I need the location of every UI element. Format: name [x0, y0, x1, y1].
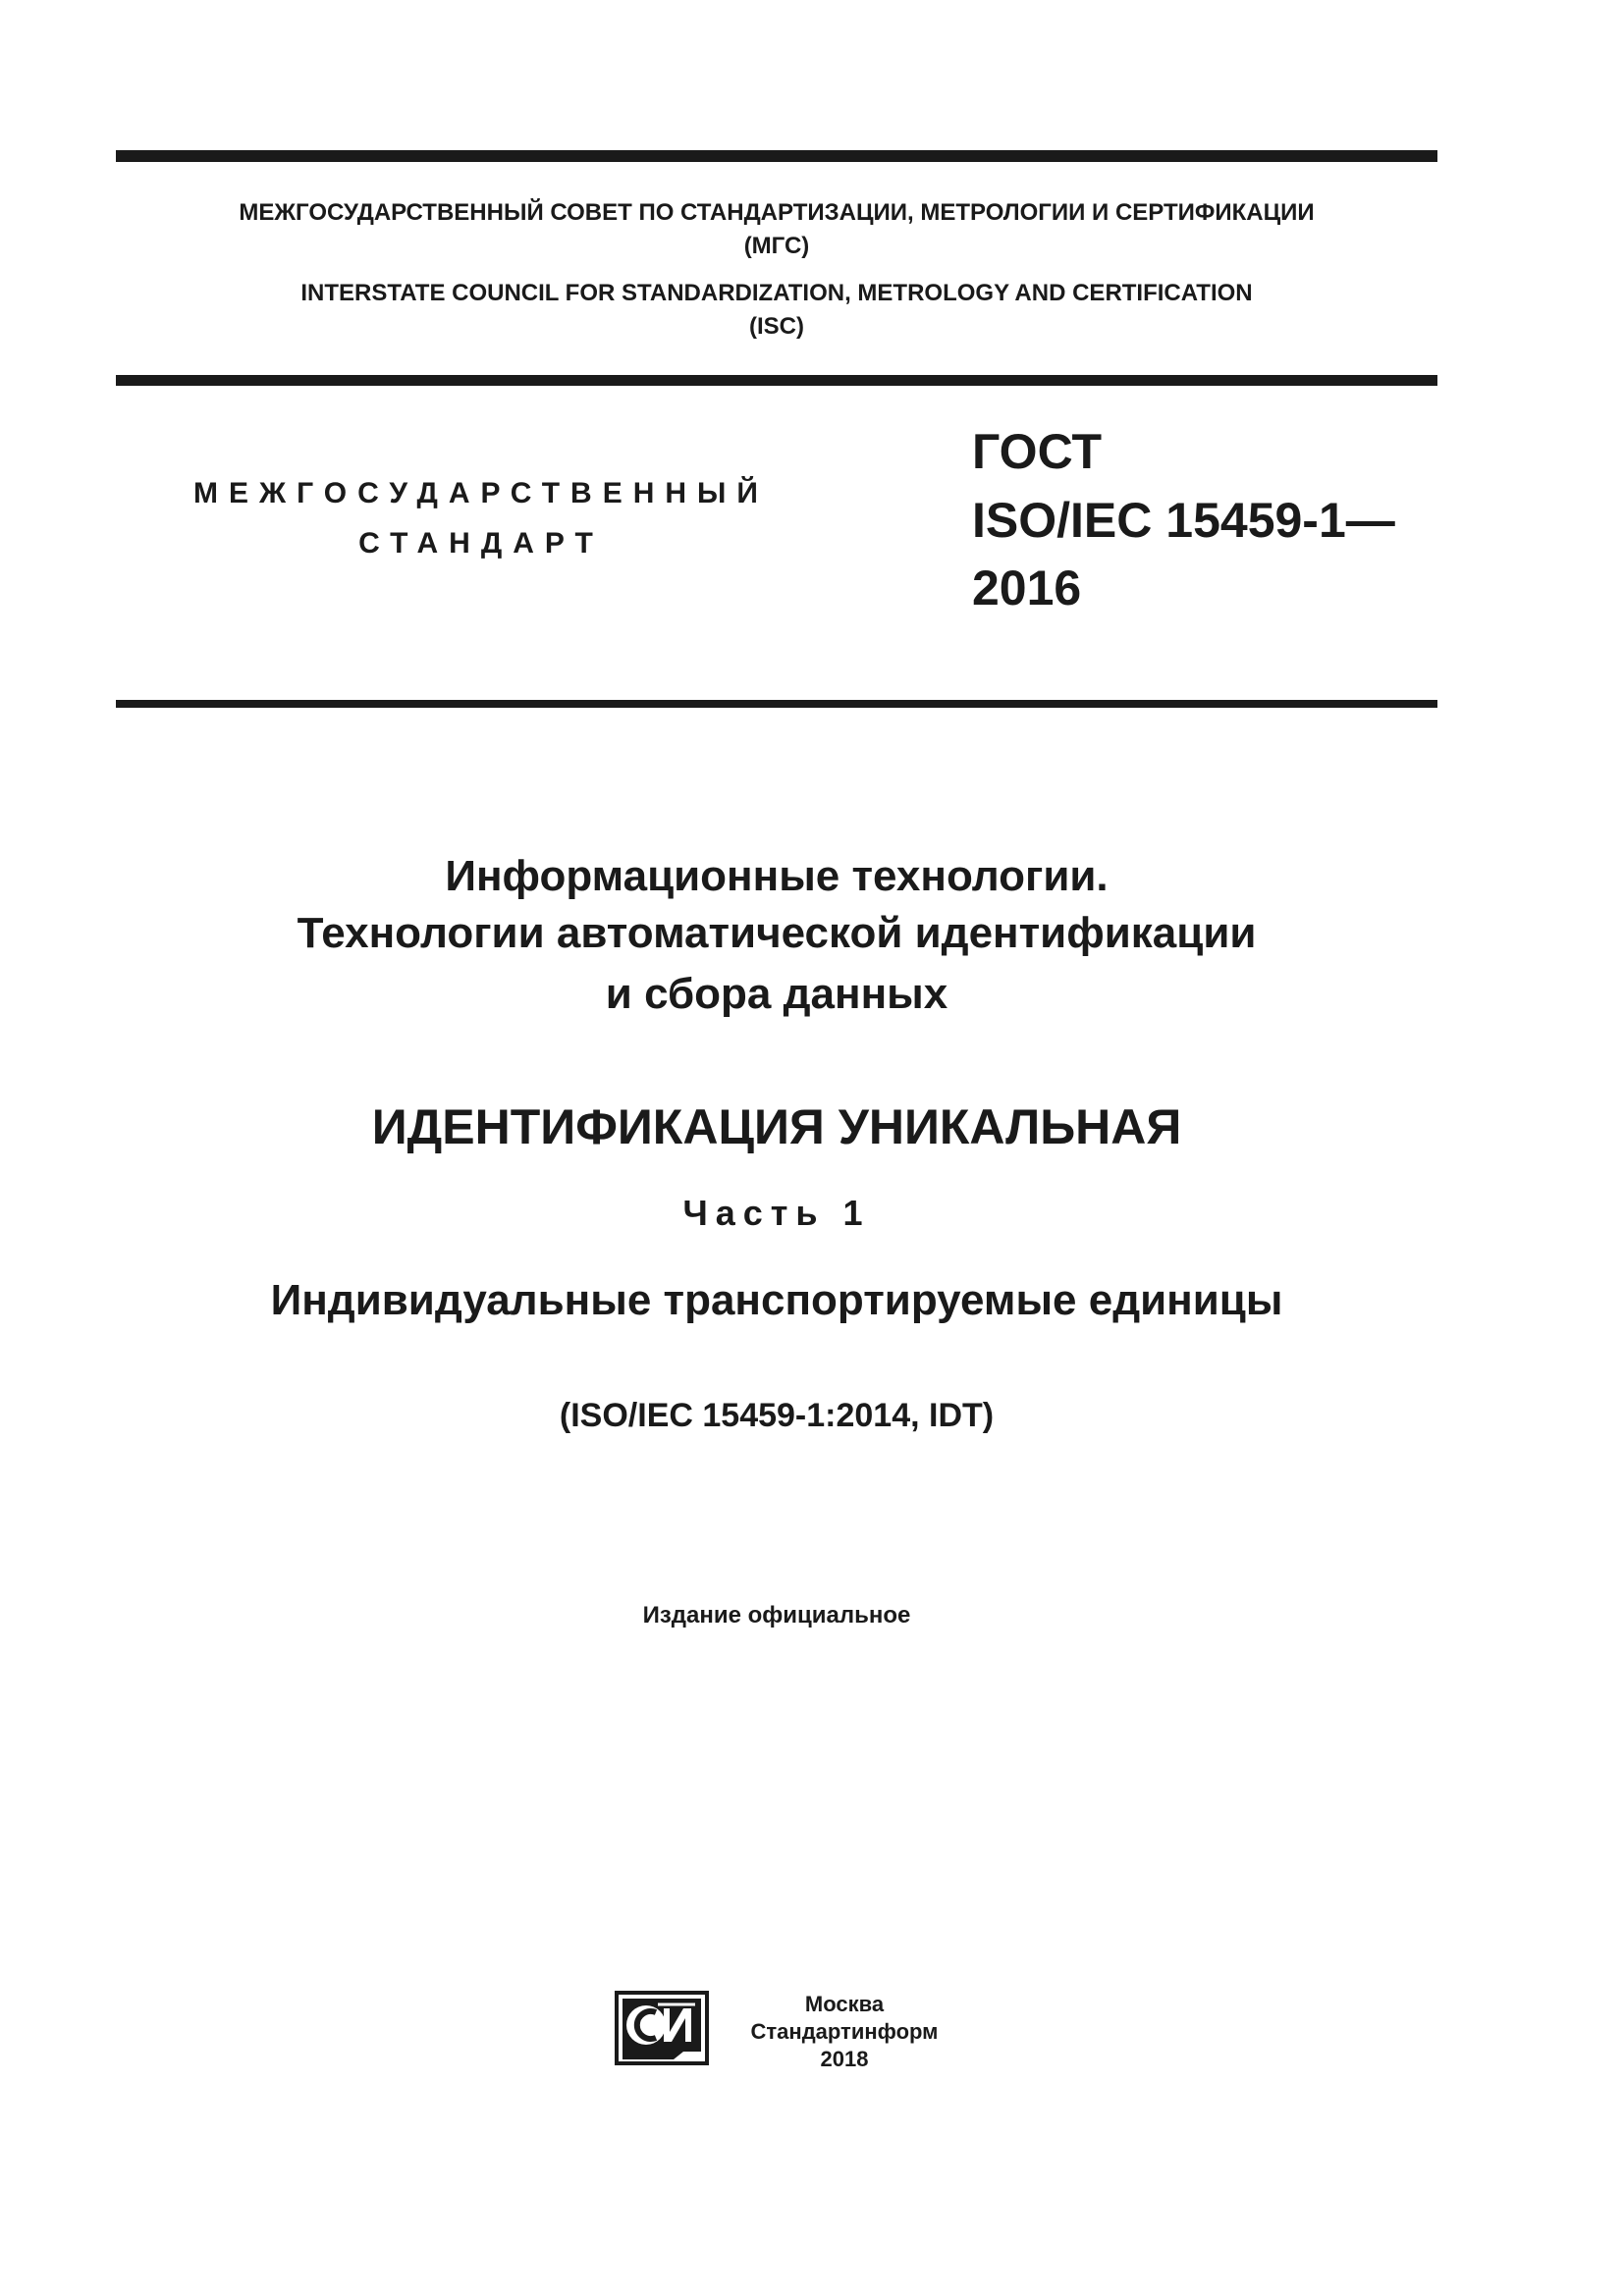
standard-kind-line1: МЕЖГОСУДАРСТВЕННЫЙ — [193, 477, 769, 509]
title-line1: Информационные технологии. — [445, 852, 1109, 900]
standard-kind-line2: СТАНДАРТ — [358, 527, 604, 560]
top-rule — [116, 150, 1437, 162]
title-line3: и сбора данных — [605, 970, 948, 1018]
standard-designation-line1: ГОСТ — [972, 424, 1102, 479]
publisher-year: 2018 — [820, 2047, 869, 2071]
standard-designation-line3: 2016 — [972, 561, 1082, 615]
council-abbr-ru: (МГС) — [743, 233, 810, 259]
title-line2: Технологии автоматической идентификации — [297, 909, 1257, 957]
council-name-en: INTERSTATE COUNCIL FOR STANDARDIZATION, METROLOGY AND CERTIFICATION — [300, 280, 1253, 306]
standartinform-logo-icon — [615, 1991, 709, 2065]
part-number: Часть 1 — [682, 1193, 871, 1233]
publisher-city: Москва — [804, 1992, 885, 2016]
bottom-rule — [116, 700, 1437, 708]
council-abbr-en: (ISC) — [749, 313, 804, 340]
standard-designation-line2: ISO/IEC 15459-1— — [972, 493, 1395, 548]
council-name-ru: МЕЖГОСУДАРСТВЕННЫЙ СОВЕТ ПО СТАНДАРТИЗАЦИИ, МЕТРОЛОГИИ И СЕРТИФИКАЦИИ — [239, 199, 1315, 226]
edition-note: Издание официальное — [642, 1602, 911, 1629]
publisher-name: Стандартинформ — [750, 2019, 939, 2044]
middle-rule — [116, 375, 1437, 386]
part-subtitle: Индивидуальные транспортируемые единицы — [270, 1276, 1283, 1324]
main-title: ИДЕНТИФИКАЦИЯ УНИКАЛЬНАЯ — [371, 1099, 1182, 1154]
iso-reference: (ISO/IEC 15459-1:2014, IDT) — [559, 1397, 995, 1434]
